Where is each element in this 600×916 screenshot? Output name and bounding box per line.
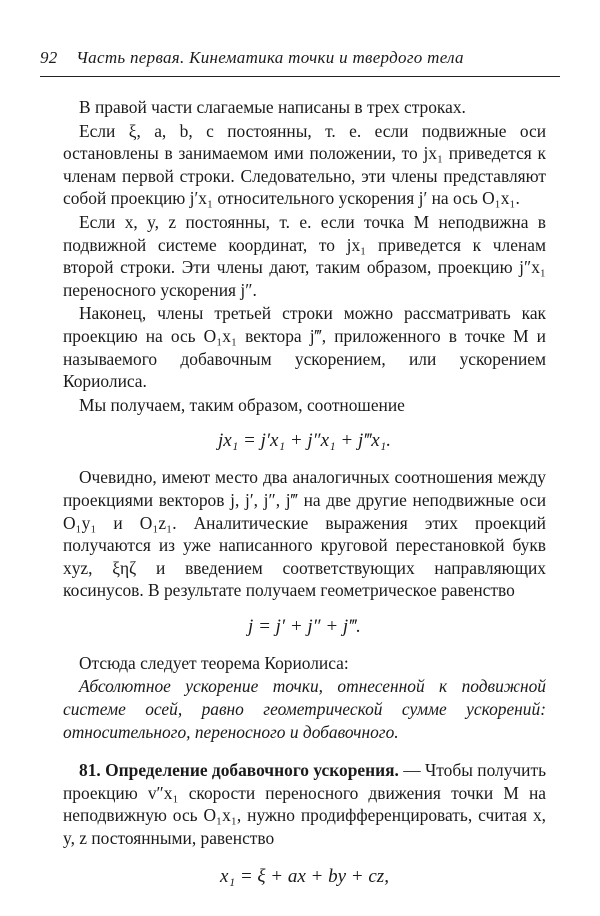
theorem-intro: Отсюда следует теорема Кориолиса: [79, 652, 349, 673]
equation-projection-sum: jx₁ = j′x₁ + j″x₁ + j‴x₁. [217, 430, 392, 452]
theorem-text: Абсолютное ускорение точки, отнесенной к подвижной системе осей, равно геометрической сумме ускорений: относительного, переносного и добавочного. [63, 676, 546, 742]
paragraph-5: Мы получаем, таким образом, соотношение [79, 394, 405, 415]
section-81 [63, 759, 546, 849]
running-header [40, 48, 560, 68]
running-title: Часть первая. Кинематика точки и твердого тела [76, 48, 464, 67]
header-rule [40, 76, 560, 77]
paragraph-1: В правой части слагаемые написаны в трех строках. [79, 97, 466, 117]
section-gap [63, 743, 546, 759]
equation-vector-sum: j = j′ + j″ + j‴. [248, 615, 361, 637]
section-text: — Чтобы получить проекцию v″x₁ скорости переносного движения точки M на неподвижную ось O₁x₁, нужно продифференцировать, считая x, y, z постоянными, равенство [63, 760, 546, 849]
section-heading: 81. Определение добавочного ускорения. [79, 760, 399, 781]
page-body [63, 96, 546, 902]
paragraph-3: Если x, y, z постоянны, т. е. если точка M неподвижна в подвижной системе координат, то jx₁ приведется к членам второй строки. Эти члены дают, таким образом, проекцию j″x₁ переносного ускорения j″. [63, 211, 546, 300]
paragraph-2: Если ξ, a, b, c постоянны, т. е. если подвижные оси остановлены в занимаемом ими положении, то jx₁ приведется к членам первой строки. Следовательно, эти члены представляют собой проекцию j′x₁ относительного ускорения j′ на ось O₁x₁. [63, 120, 546, 209]
paragraph-6: Очевидно, имеют место два аналогичных соотношения между проекциями векторов j, j′, j″, j‴ на две другие неподвижные оси O₁y₁ и O₁z₁. Аналитические выражения этих проекций получаются из уже написанного круговой перестановкой букв xyz, ξηζ и введением соответствующих направляющих косинусов. В результате получаем геометрическое равенство [63, 467, 546, 601]
paragraph-4: Наконец, члены третьей строки можно рассматривать как проекцию на ось O₁x₁ вектора j‴, приложенного в точке M и называемого добавочным ускорением, или ускорением Кориолиса. [63, 303, 546, 392]
equation-coordinate-transform: x₁ = ξ + ax + by + cz, [220, 865, 389, 887]
page-number: 92 [40, 48, 58, 67]
